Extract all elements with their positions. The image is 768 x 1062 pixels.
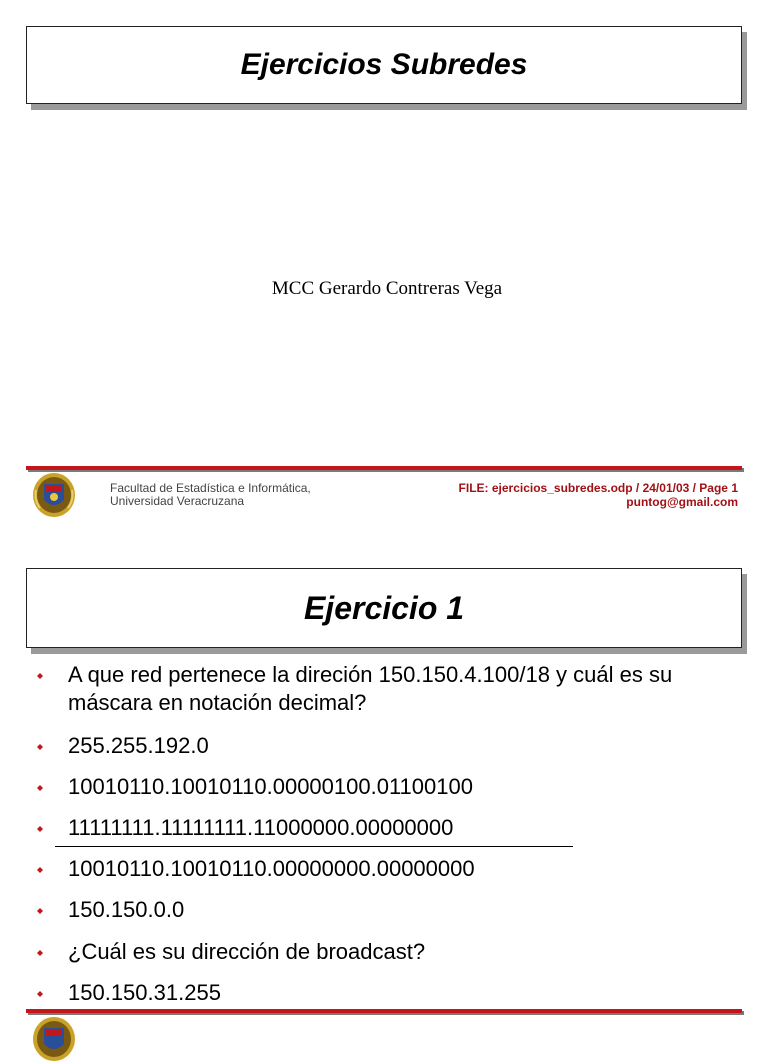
author-name: MCC Gerardo Contreras Vega <box>271 278 503 299</box>
bullet-diamond-icon <box>35 671 45 681</box>
bullet-item: 150.150.0.0 <box>68 897 185 922</box>
bullet-diamond-icon <box>35 865 45 875</box>
bullet-diamond-icon <box>35 906 45 916</box>
bullet-diamond-icon <box>35 742 45 752</box>
bullet-item: 10010110.10010110.00000100.01100100 <box>68 774 473 799</box>
university-seal-icon <box>32 1016 76 1062</box>
bullet-item: 150.150.31.255 <box>68 980 221 1005</box>
bullet-item: 255.255.192.0 <box>68 733 209 758</box>
slide-2-title: Ejercicio 1 <box>303 589 465 626</box>
slide-2 <box>0 535 768 1024</box>
calculation-underline <box>55 846 573 847</box>
bullet-item: A que red pertenece la direción 150.150.4.100/18 y cuál es su máscara en notación decimal? <box>68 662 673 715</box>
slide-1-title-box <box>26 26 742 104</box>
bullet-item: 10010110.10010110.00000000.00000000 <box>68 856 475 881</box>
bullet-diamond-icon <box>35 948 45 958</box>
footer-file-line: FILE: ejercicios_subredes.odp / 24/01/03 / Page 1 <box>458 481 738 495</box>
slide-2-title-box <box>26 568 742 648</box>
bullet-diamond-icon <box>35 783 45 793</box>
bullet-item: ¿Cuál es su dirección de broadcast? <box>68 939 426 964</box>
footer-email: puntog@gmail.com <box>626 495 738 509</box>
footer-institution-line-2: Universidad Veracruzana <box>110 494 245 508</box>
university-seal-icon <box>32 472 76 518</box>
bullet-diamond-icon <box>35 989 45 999</box>
footer-institution <box>110 482 311 508</box>
footer-file-info <box>459 481 738 509</box>
footer-divider <box>26 466 742 470</box>
slide-1-title: Ejercicios Subredes <box>240 48 528 81</box>
footer-institution-line-1: Facultad de Estadística e Informática, <box>110 481 311 495</box>
footer-divider <box>26 1009 742 1013</box>
bullet-diamond-icon <box>35 824 45 834</box>
bullet-item: 11111111.11111111.11000000.00000000 <box>68 815 454 840</box>
